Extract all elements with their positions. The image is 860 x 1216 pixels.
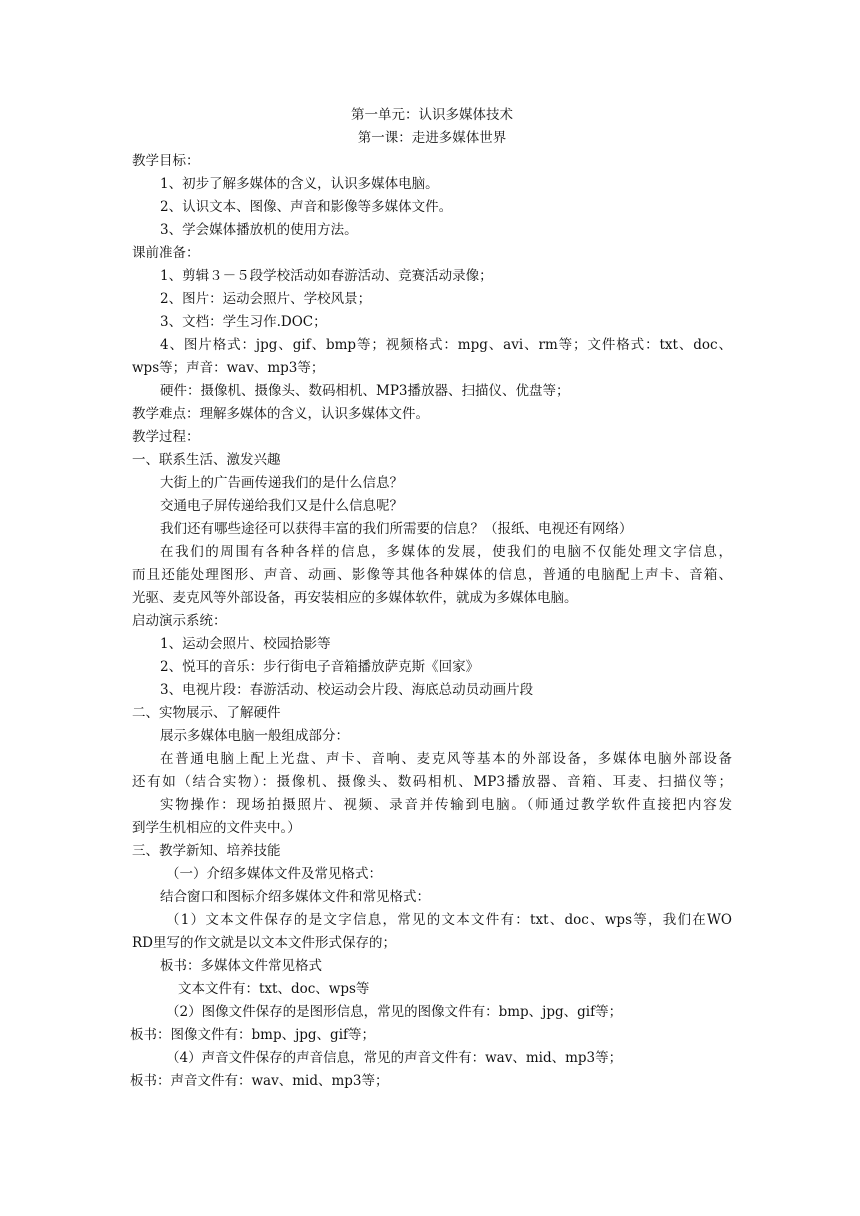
text-line: 大街上的广告画传递我们的是什么信息？ (160, 475, 403, 491)
text-line: 到学生机相应的文件夹中。） (132, 820, 301, 836)
text-line: 结合窗口和图标介绍多媒体文件和常见格式： (160, 889, 430, 905)
text-line: 2、认识文本、图像、声音和影像等多媒体文件。 (160, 199, 453, 215)
text-line: 我们还有哪些途径可以获得丰富的我们所需要的信息？（报纸、电视还有网络） (160, 521, 633, 537)
text-line: 1、运动会照片、校园拾影等 (160, 636, 331, 652)
text-line: 在普通电脑上配上光盘、声卡、音响、麦克风等基本的外部设备，多媒体电脑外部设备 (160, 751, 732, 767)
text-line: 文本文件有：txt、doc、wps等 (178, 981, 370, 997)
text-line: 光驱、麦克风等外部设备，再安装相应的多媒体软件，就成为多媒体电脑。 (132, 590, 578, 606)
section-heading: 一、联系生活、激发兴趣 (132, 452, 281, 468)
text-line: 而且还能处理图形、声音、动画、影像等其他各种媒体的信息，普通的电脑配上声卡、音箱、 (132, 567, 732, 583)
text-line: 1、剪辑３－５段学校活动如春游活动、竞赛活动录像； (160, 268, 493, 284)
text-line: （4）声音文件保存的声音信息，常见的声音文件有：wav、mid、mp3等； (166, 1050, 623, 1066)
text-line: wps等；声音：wav、mp3等； (132, 360, 325, 376)
section-heading: 教学难点：理解多媒体的含义，认识多媒体文件。 (132, 406, 429, 422)
section-heading: 课前准备： (132, 245, 200, 261)
section-heading: 教学过程： (132, 429, 200, 445)
text-line: （一）介绍多媒体文件及常见格式： (166, 866, 382, 882)
text-line: 实物操作：现场拍摄照片、视频、录音并传输到电脑。（师通过教学软件直接把内容发 (160, 797, 732, 813)
text-line: 3、电视片段：春游活动、校运动会片段、海底总动员动画片段 (160, 682, 534, 698)
text-line: 还有如（结合实物）：摄像机、摄像头、数码相机、MP3播放器、音箱、耳麦、扫描仪等； (132, 774, 732, 790)
text-line: 3、文档：学生习作.DOC； (160, 314, 327, 330)
section-heading: 二、实物展示、了解硬件 (132, 705, 281, 721)
text-line: 2、图片：运动会照片、学校风景； (160, 291, 372, 307)
text-line: 板书：图像文件有：bmp、jpg、gif等； (130, 1027, 376, 1043)
text-line: 3、学会媒体播放机的使用方法。 (160, 222, 358, 238)
text-line: 在我们的周围有各种各样的信息，多媒体的发展，使我们的电脑不仅能处理文字信息， (160, 544, 732, 560)
text-line: 1、初步了解多媒体的含义，认识多媒体电脑。 (160, 176, 439, 192)
text-line: RD里写的作文就是以文本文件形式保存的； (132, 935, 396, 951)
text-line: 板书：声音文件有：wav、mid、mp3等； (130, 1073, 389, 1089)
text-line: 4、图片格式：jpg、gif、bmp等；视频格式：mpg、avi、rm等；文件格式：txt、doc、 (160, 337, 732, 353)
text-line: 硬件：摄像机、摄像头、数码相机、MP3播放器、扫描仪、优盘等； (160, 383, 570, 399)
text-line: （2）图像文件保存的是图形信息，常见的图像文件有：bmp、jpg、gif等； (166, 1004, 623, 1020)
section-heading: 教学目标： (132, 153, 200, 169)
document-subtitle: 第一课：走进多媒体世界 (357, 130, 507, 146)
text-line: 展示多媒体电脑一般组成部分： (160, 728, 349, 744)
text-line: 2、悦耳的音乐：步行街电子音箱播放萨克斯《回家》 (160, 659, 480, 675)
document-title: 第一单元：认识多媒体技术 (351, 107, 513, 123)
section-heading: 三、教学新知、培养技能 (132, 843, 281, 859)
text-line: 交通电子屏传递给我们又是什么信息呢？ (160, 498, 403, 514)
text-line: 板书：多媒体文件常见格式 (160, 958, 322, 974)
section-heading: 启动演示系统： (132, 613, 227, 629)
text-line: （1）文本文件保存的是文字信息，常见的文本文件有：txt、doc、wps等，我们在WO (166, 912, 732, 928)
